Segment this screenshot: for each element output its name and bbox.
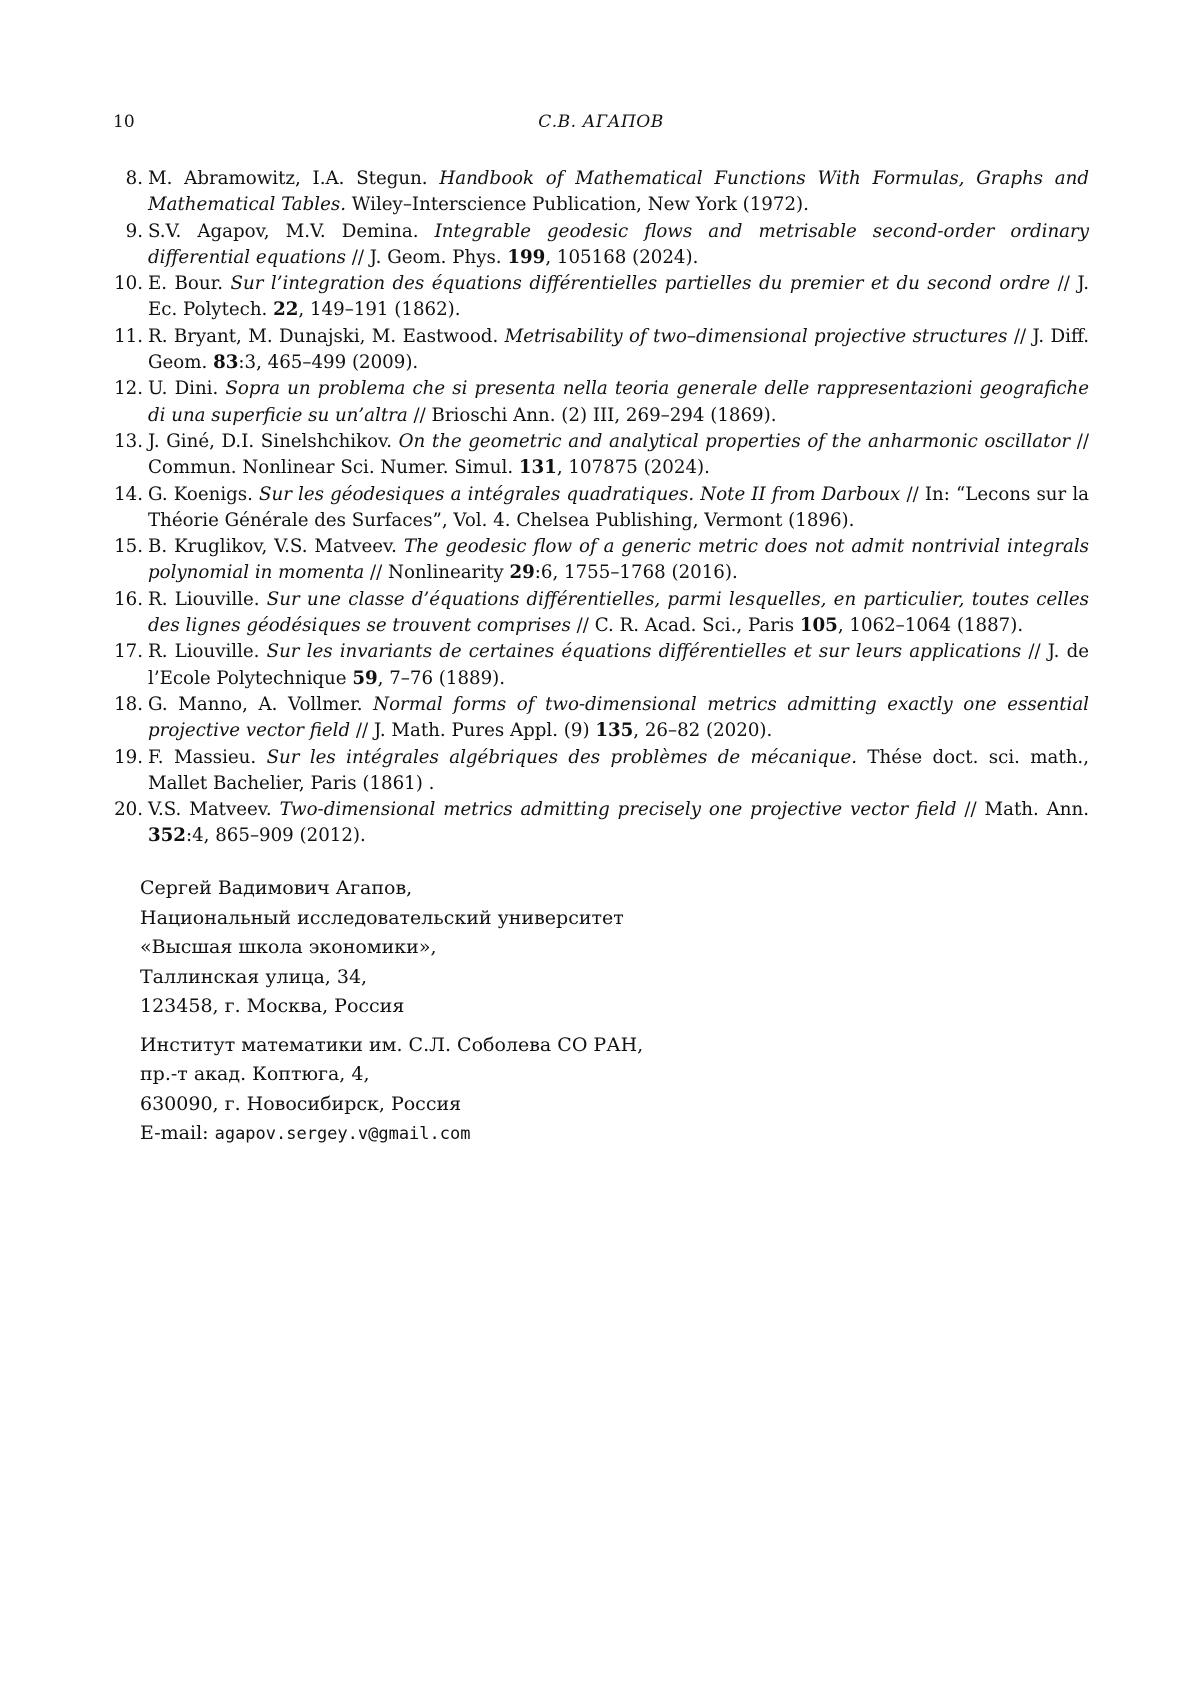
reference-segment: M. Abramowitz, I.A. Stegun. [148, 168, 440, 189]
affiliation-block-2 [140, 1031, 940, 1120]
reference-segment: Thése doct. sci. math., Mallet Bachelier, Paris (1861) . [148, 746, 1089, 794]
reference-title: Sopra un problema che si presenta nella teoria generale delle rappresentazioni geografiche di una superficie su un’altra [148, 378, 1089, 426]
email-label: E-mail: [140, 1122, 215, 1144]
reference-segment: S.V. Agapov, M.V. Demina. [148, 220, 435, 242]
reference-number: 17. [114, 641, 143, 663]
reference-text [148, 641, 1089, 688]
reference-item [113, 376, 1089, 429]
reference-title: Two-dimensional metrics admitting precisely one projective vector field [279, 799, 957, 821]
reference-number: 9. [125, 220, 143, 242]
reference-text [148, 484, 1089, 531]
reference-text [148, 536, 1089, 583]
reference-number: 16. [114, 588, 143, 610]
city-line: 630090, г. Новосибирск, Россия [140, 1092, 462, 1115]
reference-item [113, 745, 1089, 798]
reference-segment: R. Bryant, M. Dunajski, M. Eastwood. [148, 325, 505, 347]
reference-volume: 83 [213, 352, 239, 374]
reference-segment: :6, 1755–1768 (2016). [534, 562, 738, 584]
street-line: пр.-т акад. Коптюга, 4, [140, 1063, 370, 1085]
reference-number: 8. [125, 168, 143, 189]
reference-volume: 59 [352, 667, 378, 689]
reference-segment: V.S. Matveev. [148, 799, 280, 821]
reference-title: The geodesic flow of a generic metric does not admit nontrivial integrals polynomial in momenta [148, 536, 1089, 584]
reference-text [148, 168, 1089, 215]
reference-item [113, 429, 1089, 482]
reference-item [113, 534, 1089, 587]
page-number: 10 [113, 112, 135, 132]
reference-text [148, 273, 1089, 320]
reference-segment: // Nonlinearity [364, 562, 510, 584]
reference-item [113, 482, 1089, 535]
reference-segment: // J. Diff. Geom. [148, 325, 1090, 374]
reference-segment: U. Dini. [148, 378, 226, 400]
affiliation-line: Национальный исследовательский университет [140, 906, 624, 929]
reference-title: Sur les invariants de certaines équations différentielles et sur leurs applications [266, 641, 1022, 663]
email-link[interactable]: agapov.sergey.v@gmail.com [214, 1124, 471, 1144]
author-name: Сергей Вадимович Агапов, [140, 877, 413, 899]
reference-segment: , 7–76 (1889). [377, 667, 506, 689]
reference-text [148, 326, 1089, 373]
reference-number: 20. [114, 799, 143, 821]
reference-volume: 29 [509, 562, 535, 584]
reference-segment: , 107875 (2024). [556, 457, 710, 479]
reference-segment: :4, 865–909 (2012). [185, 825, 366, 847]
reference-title: Sur les géodesiques a intégrales quadratiques. Note II from Darboux [259, 483, 901, 505]
reference-title: Sur les intégrales algébriques des problèmes de mécanique. [266, 746, 858, 768]
reference-segment: // In: “Lecons sur la Théorie Générale des Surfaces”, Vol. 4. Chelsea Publishing, Vermont (1896). [148, 483, 1089, 531]
reference-segment: // J. Math. Pures Appl. (9) [350, 720, 596, 742]
street-line: Таллинская улица, 34, [140, 965, 368, 988]
reference-segment: E. Bour. [148, 273, 231, 295]
reference-number: 14. [114, 483, 143, 505]
affiliation-line: Институт математики им. С.Л. Соболева СО РАН, [140, 1033, 644, 1056]
reference-segment: // J. Geom. Phys. [345, 246, 508, 268]
reference-text [148, 431, 1089, 478]
running-head: С.В. АГАПОВ [538, 112, 664, 132]
reference-segment: // Commun. Nonlinear Sci. Numer. Simul. [148, 430, 1089, 479]
reference-text [148, 747, 1089, 794]
reference-segment: // Brioschi Ann. (2) III, 269–294 (1869). [407, 404, 777, 426]
reference-item [113, 692, 1089, 745]
reference-volume: 352 [148, 825, 186, 847]
reference-number: 13. [114, 430, 143, 452]
reference-segment: , 1062–1064 (1887). [837, 615, 1024, 637]
reference-segment: // J. de l’Ecole Polytechnique [148, 641, 1089, 689]
reference-item [113, 166, 1089, 219]
email-line [140, 1119, 940, 1150]
reference-text [148, 221, 1089, 268]
reference-item [113, 639, 1089, 692]
reference-volume: 131 [518, 457, 557, 479]
reference-number: 15. [114, 536, 143, 558]
reference-item [113, 797, 1089, 850]
reference-text [148, 694, 1089, 741]
reference-item [113, 324, 1089, 377]
reference-title: Sur l’integration des équations différentielles partielles du premier et du second ordre [230, 273, 1051, 295]
reference-item [113, 271, 1089, 324]
reference-segment: // C. R. Acad. Sci., Paris [570, 615, 800, 637]
reference-segment: , 105168 (2024). [545, 246, 699, 268]
reference-segment: :3, 465–499 (2009). [238, 352, 419, 374]
reference-segment: G. Manno, A. Vollmer. [148, 693, 374, 715]
reference-segment: , 149–191 (1862). [298, 299, 461, 321]
reference-title: On the geometric and analytical properties of the anharmonic oscillator [398, 430, 1071, 452]
city-line: 123458, г. Москва, Россия [140, 995, 405, 1017]
reference-segment: // J. Ec. Polytech. [148, 273, 1090, 321]
reference-number: 12. [114, 378, 143, 400]
reference-segment: G. Koenigs. [148, 483, 260, 505]
reference-segment: R. Liouville. [148, 588, 267, 610]
reference-text [148, 378, 1089, 425]
reference-segment: Wiley–Interscience Publication, New York (1972). [346, 194, 809, 216]
author-address [140, 874, 940, 1150]
reference-volume: 199 [507, 246, 546, 268]
reference-item [113, 587, 1089, 640]
reference-title: Metrisability of two–dimensional projective structures [504, 325, 1008, 347]
reference-segment: F. Massieu. [148, 746, 267, 768]
page-header [113, 112, 1089, 138]
reference-number: 10. [114, 273, 143, 295]
affiliation-block-1 [140, 874, 940, 1022]
reference-number: 19. [114, 746, 143, 768]
reference-volume: 105 [799, 615, 838, 637]
reference-title: Handbook of Mathematical Functions With Formulas, Graphs and Mathematical Tables. [148, 168, 1089, 216]
reference-segment: B. Kruglikov, V.S. Matveev. [148, 536, 404, 558]
reference-segment: J. Giné, D.I. Sinelshchikov. [148, 430, 399, 452]
reference-text [148, 799, 1089, 846]
reference-volume: 135 [595, 720, 634, 742]
reference-segment: R. Liouville. [148, 641, 267, 663]
reference-title: Normal forms of two-dimensional metrics admitting exactly one essential projective vector field [148, 693, 1089, 742]
reference-list [113, 166, 1089, 850]
reference-item [113, 219, 1089, 272]
reference-segment: , 26–82 (2020). [633, 720, 773, 742]
reference-volume: 22 [273, 299, 299, 321]
reference-number: 18. [114, 693, 143, 715]
reference-number: 11. [114, 325, 143, 347]
reference-text [148, 589, 1089, 636]
reference-segment: // Math. Ann. [956, 799, 1089, 821]
reference-title: Integrable geodesic flows and metrisable second-order ordinary differential equations [148, 220, 1089, 268]
affiliation-line: «Высшая школа экономики», [140, 936, 437, 958]
reference-title: Sur une classe d’équations différentielles, parmi lesquelles, en particulier, toutes celles des lignes géodésiques se trouvent comprises [148, 588, 1089, 637]
